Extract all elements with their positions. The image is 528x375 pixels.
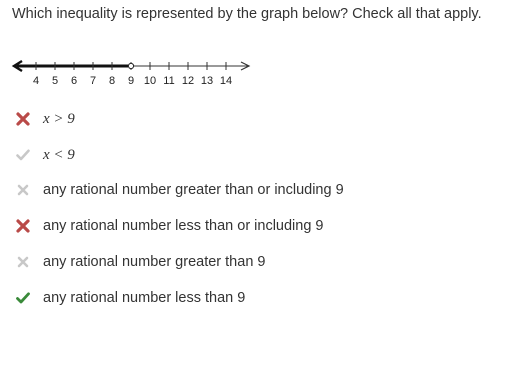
choice-label: x > 9 [43,110,75,127]
choice-label: any rational number less than or including 9 [43,218,324,234]
answer-choice[interactable] [12,251,265,273]
answer-choice[interactable] [12,287,245,309]
tick-label: 11 [163,75,175,87]
answer-choice[interactable] [12,179,344,201]
check-icon[interactable] [12,287,34,309]
choice-label: any rational number less than 9 [43,290,246,306]
x-icon[interactable] [12,251,34,273]
tick-label: 6 [70,75,78,87]
tick-label: 9 [127,75,135,87]
tick-label: 10 [143,75,157,87]
choice-label: any rational number greater than or including 9 [43,182,344,198]
x-icon[interactable] [12,108,34,130]
x-icon[interactable] [12,215,34,237]
answer-choice[interactable] [12,144,75,166]
x-icon[interactable] [12,179,34,201]
check-icon[interactable] [12,144,34,166]
tick-label: 12 [181,75,195,87]
choice-label: x < 9 [43,146,75,163]
tick-label: 4 [32,75,40,87]
answer-choice[interactable] [12,108,75,130]
tick-label: 13 [200,75,214,87]
question-text: Which inequality is represented by the graph below? Check all that apply. [12,6,482,22]
tick-label: 8 [108,75,116,87]
tick-label: 7 [89,75,97,87]
answer-choice[interactable] [12,215,324,237]
tick-label: 14 [219,75,233,87]
tick-label: 5 [51,75,59,87]
choice-label: any rational number greater than 9 [43,254,266,270]
